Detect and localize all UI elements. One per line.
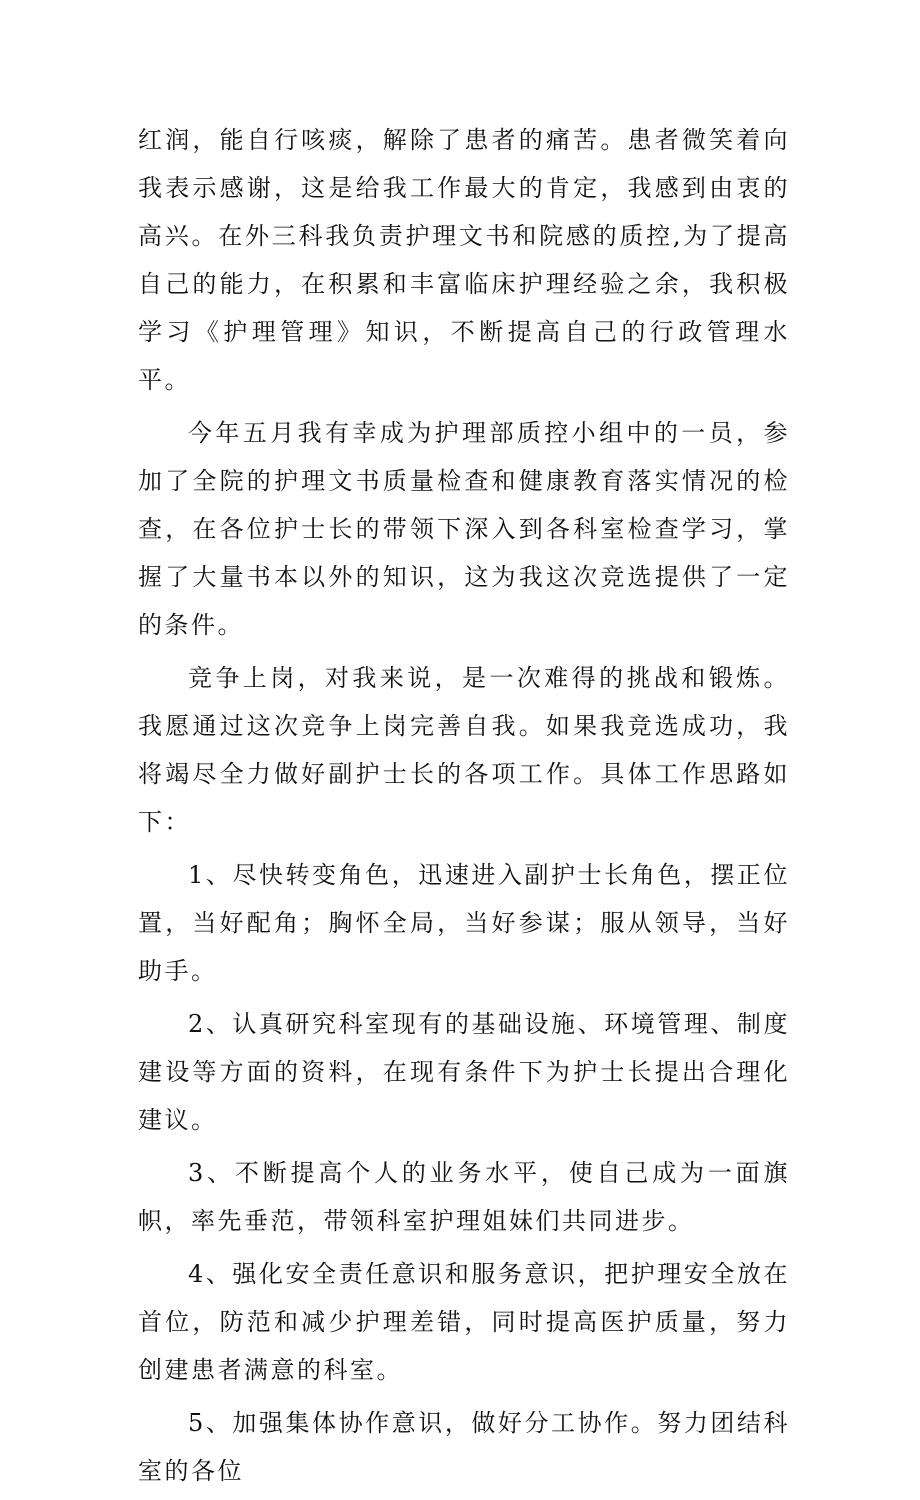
list-item-5: 5、加强集体协作意识，做好分工协作。努力团结科室的各位 bbox=[138, 1409, 790, 1485]
list-item-2: 2、认真研究科室现有的基础设施、环境管理、制度建设等方面的资料，在现有条件下为护士长提出合理化建议。 bbox=[138, 1010, 790, 1134]
paragraph-competition: 竞争上岗，对我来说，是一次难得的挑战和锻炼。我愿通过这次竞争上岗完善自我。如果我竞选成功，我将竭尽全力做好副护士长的各项工作。具体工作思路如下： bbox=[138, 664, 790, 836]
paragraph-quality-control: 今年五月我有幸成为护理部质控小组中的一员，参加了全院的护理文书质量检查和健康教育落实情况的检查，在各位护士长的带领下深入到各科室检查学习，掌握了大量书本以外的知识，这为我这次竞选提供了一定的条件。 bbox=[138, 419, 790, 639]
list-item-1: 1、尽快转变角色，迅速进入副护士长角色，摆正位置，当好配角；胸怀全局，当好参谋；服从领导，当好助手。 bbox=[138, 861, 790, 985]
list-item-4: 4、强化安全责任意识和服务意识，把护理安全放在首位，防范和减少护理差错，同时提高医护质量，努力创建患者满意的科室。 bbox=[138, 1260, 790, 1384]
document-body bbox=[138, 116, 790, 1500]
paragraph-continuation: 红润，能自行咳痰，解除了患者的痛苦。患者微笑着向我表示感谢，这是给我工作最大的肯定，我感到由衷的高兴。在外三科我负责护理文书和院感的质控,为了提高自己的能力，在积累和丰富临床护理经验之余，我积极学习《护理管理》知识，不断提高自己的行政管理水平。 bbox=[138, 126, 790, 394]
list-item-3: 3、不断提高个人的业务水平，使自己成为一面旗帜，率先垂范，带领科室护理姐妹们共同进步。 bbox=[138, 1159, 790, 1235]
